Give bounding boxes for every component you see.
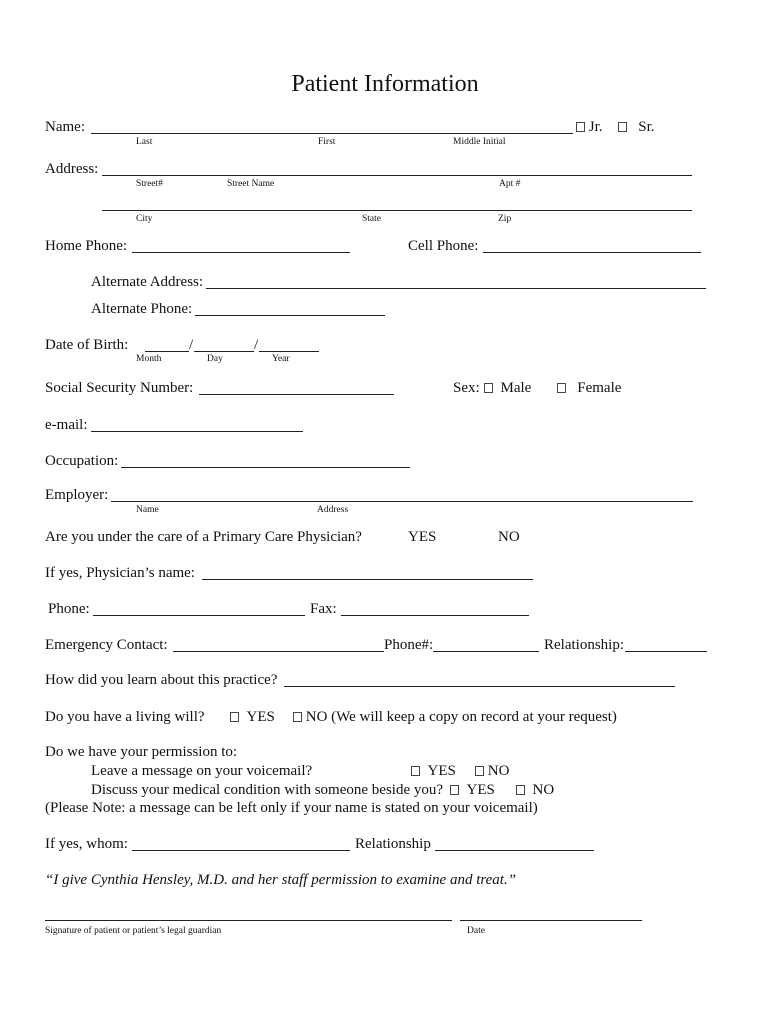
address-city-field[interactable] <box>102 210 692 211</box>
email-label: e-mail: <box>45 417 88 433</box>
ssn-label: Social Security Number: <box>45 380 194 396</box>
discuss-no-option[interactable] <box>516 783 554 798</box>
home-phone-field[interactable] <box>132 252 350 253</box>
fax-label: Fax: <box>310 601 337 617</box>
dob-month-caption: Month <box>136 354 162 364</box>
emergency-phone-field[interactable] <box>433 651 539 652</box>
learn-field[interactable] <box>284 686 675 687</box>
alt-phone-label: Alternate Phone: <box>91 301 193 317</box>
physician-name-label: If yes, Physician’s name: <box>45 565 195 581</box>
discuss-question: Discuss your medical condition with someone beside you? <box>91 782 444 798</box>
city-caption: City <box>136 214 153 224</box>
permission-question: Do we have your permission to: <box>45 744 238 760</box>
street-number-caption: Street# <box>136 179 163 189</box>
email-field[interactable] <box>91 431 303 432</box>
living-will-yes-checkbox[interactable] <box>230 712 239 722</box>
living-will-no-label: NO (We will keep a copy on record at your request) <box>305 709 617 725</box>
sr-checkbox[interactable] <box>618 122 627 132</box>
occupation-label: Occupation: <box>45 453 119 469</box>
name-label: Name: <box>45 119 85 135</box>
discuss-no-label: NO <box>532 782 555 798</box>
whom-relationship-label: Relationship <box>355 836 431 852</box>
phone-label: Phone: <box>48 601 90 617</box>
zip-caption: Zip <box>498 214 512 224</box>
voicemail-yes-checkbox[interactable] <box>411 766 420 776</box>
emergency-phone-label: Phone#: <box>384 637 434 653</box>
emergency-contact-label: Emergency Contact: <box>45 637 168 653</box>
jr-option[interactable] <box>576 120 603 135</box>
learn-question: How did you learn about this practice? <box>45 672 278 688</box>
physician-name-field[interactable] <box>202 579 533 580</box>
name-middle-caption: Middle Initial <box>453 137 506 147</box>
emergency-contact-field[interactable] <box>173 651 384 652</box>
dob-label: Date of Birth: <box>45 337 129 353</box>
name-field[interactable] <box>91 133 573 134</box>
alt-address-label: Alternate Address: <box>91 274 204 290</box>
cell-phone-field[interactable] <box>483 252 701 253</box>
address-street-field[interactable] <box>102 175 692 176</box>
emergency-relationship-label: Relationship: <box>544 637 624 653</box>
sex-female-option[interactable] <box>557 381 621 396</box>
jr-label: Jr. <box>588 119 603 135</box>
pcp-question: Are you under the care of a Primary Care Physician? <box>45 529 362 545</box>
whom-field[interactable] <box>132 850 350 851</box>
signature-caption: Signature of patient or patient’s legal guardian <box>45 926 222 936</box>
living-will-question: Do you have a living will? <box>45 709 205 725</box>
dob-day-field[interactable] <box>194 351 254 352</box>
whom-label: If yes, whom: <box>45 836 128 852</box>
address-label: Address: <box>45 161 99 177</box>
sr-label: Sr. <box>638 119 655 135</box>
living-will-no-option[interactable] <box>293 710 617 725</box>
discuss-yes-label: YES <box>466 782 495 798</box>
signature-field[interactable] <box>45 920 452 921</box>
voicemail-no-checkbox[interactable] <box>475 766 484 776</box>
cell-phone-label: Cell Phone: <box>408 238 479 254</box>
dob-slash-2: / <box>254 337 259 353</box>
ssn-field[interactable] <box>199 394 394 395</box>
jr-checkbox[interactable] <box>576 122 585 132</box>
living-will-yes-label: YES <box>246 709 275 725</box>
living-will-no-checkbox[interactable] <box>293 712 302 722</box>
pcp-no-option[interactable]: NO <box>498 529 520 545</box>
alt-address-field[interactable] <box>206 288 706 289</box>
dob-year-caption: Year <box>272 354 290 364</box>
sex-label: Sex: <box>453 380 480 396</box>
whom-relationship-field[interactable] <box>435 850 594 851</box>
discuss-no-checkbox[interactable] <box>516 785 525 795</box>
female-label: Female <box>577 380 622 396</box>
alt-phone-field[interactable] <box>195 315 385 316</box>
employer-name-caption: Name <box>136 505 159 515</box>
page-title: Patient Information <box>291 71 479 97</box>
consent-statement: “I give Cynthia Hensley, M.D. and her staff permission to examine and treat.” <box>45 872 517 888</box>
voicemail-yes-label: YES <box>427 763 456 779</box>
fax-field[interactable] <box>341 615 529 616</box>
employer-address-caption: Address <box>317 505 349 515</box>
discuss-yes-checkbox[interactable] <box>450 785 459 795</box>
employer-label: Employer: <box>45 487 109 503</box>
name-last-caption: Last <box>136 137 153 147</box>
employer-field[interactable] <box>111 501 693 502</box>
dob-day-caption: Day <box>207 354 223 364</box>
name-first-caption: First <box>318 137 336 147</box>
street-name-caption: Street Name <box>227 179 275 189</box>
emergency-relationship-field[interactable] <box>625 651 707 652</box>
voicemail-note: (Please Note: a message can be left only if your name is stated on your voicemail) <box>45 800 538 816</box>
living-will-yes-option[interactable] <box>230 710 275 725</box>
date-field[interactable] <box>460 920 642 921</box>
apt-caption: Apt # <box>499 179 521 189</box>
home-phone-label: Home Phone: <box>45 238 128 254</box>
voicemail-question: Leave a message on your voicemail? <box>91 763 313 779</box>
occupation-field[interactable] <box>121 467 410 468</box>
sr-option[interactable] <box>618 120 655 135</box>
female-checkbox[interactable] <box>557 383 566 393</box>
physician-phone-field[interactable] <box>93 615 305 616</box>
voicemail-no-option[interactable] <box>475 764 509 779</box>
voicemail-no-label: NO <box>487 763 510 779</box>
male-checkbox[interactable] <box>484 383 493 393</box>
state-caption: State <box>362 214 381 224</box>
date-caption: Date <box>467 926 485 936</box>
dob-slash-1: / <box>189 337 194 353</box>
dob-month-field[interactable] <box>145 351 189 352</box>
voicemail-yes-option[interactable] <box>411 764 456 779</box>
sex-male-option[interactable] <box>484 381 531 396</box>
pcp-yes-option[interactable]: YES <box>408 529 437 545</box>
male-label: Male <box>500 380 532 396</box>
dob-year-field[interactable] <box>259 351 319 352</box>
discuss-yes-option[interactable] <box>450 783 495 798</box>
